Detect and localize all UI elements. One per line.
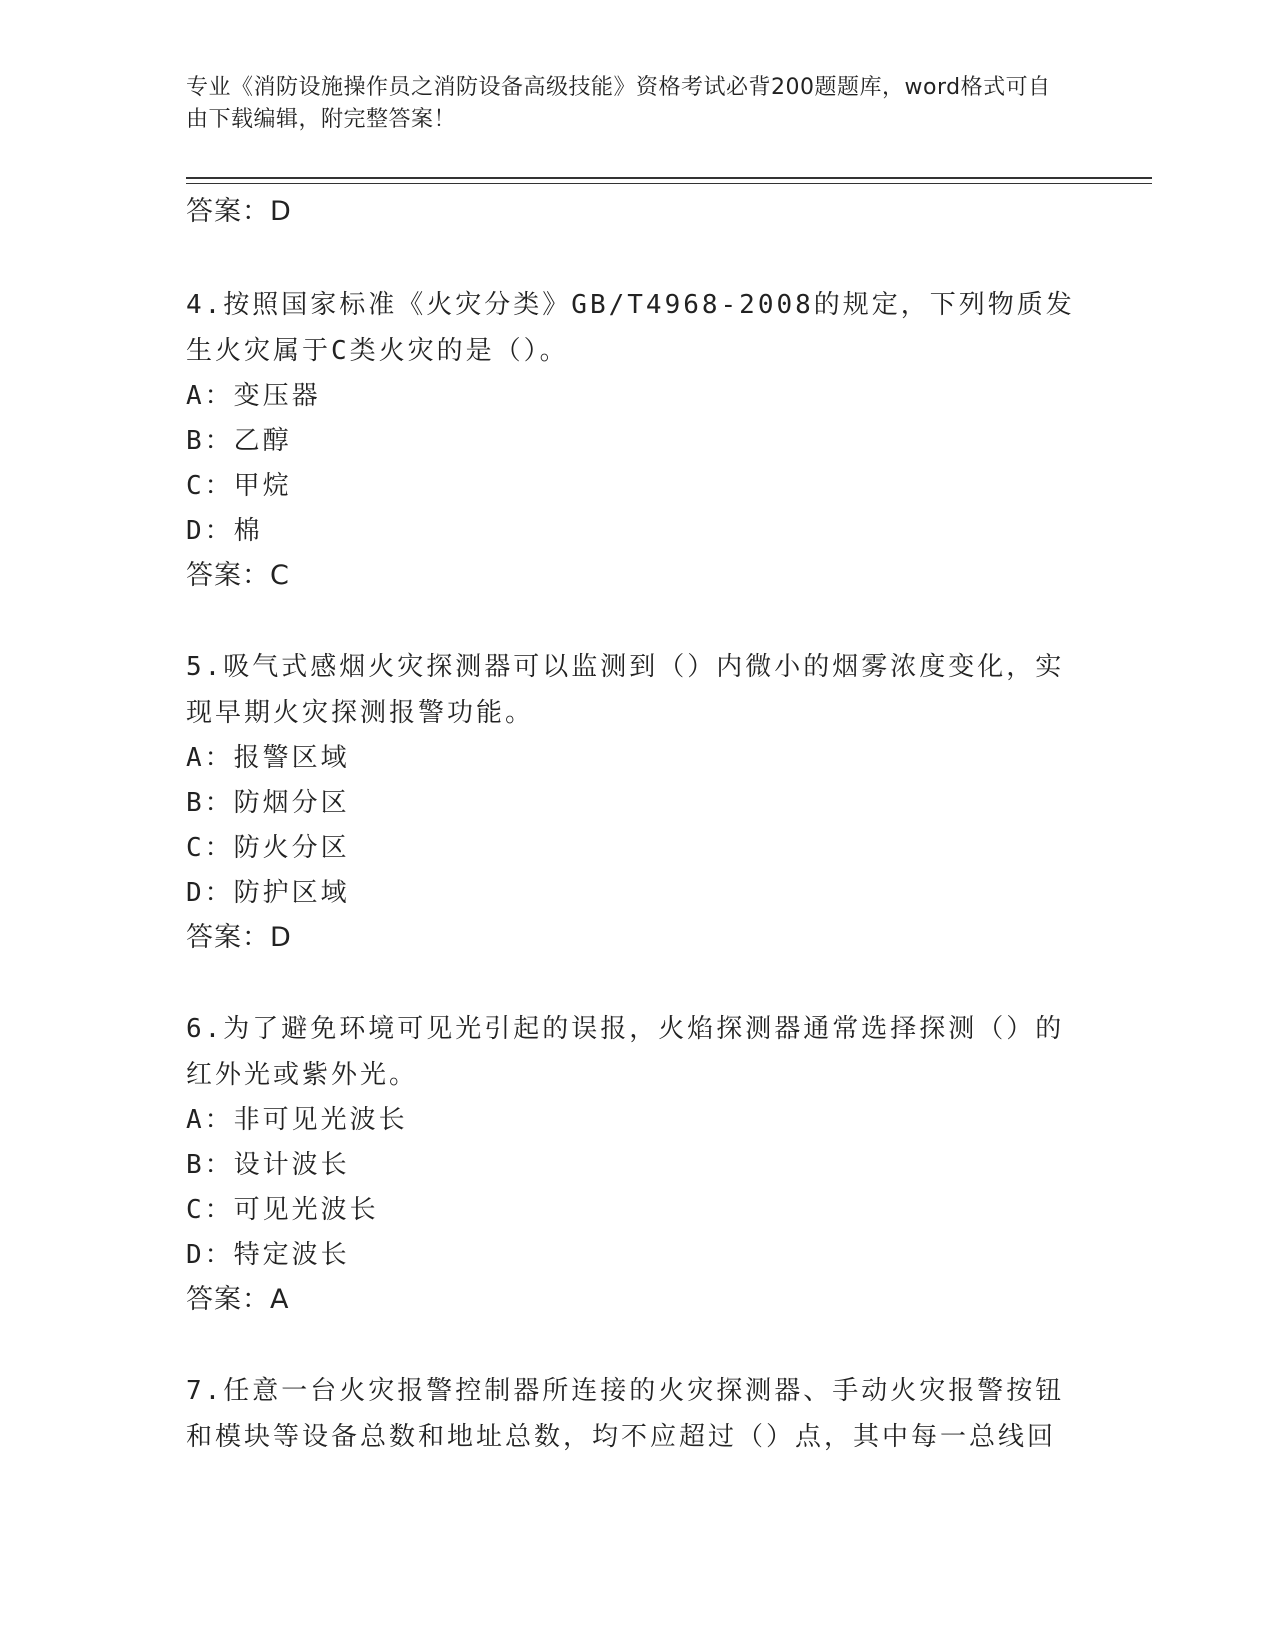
option-b: B：设计波长 (186, 1150, 350, 1180)
answer-line: 答案：D (186, 196, 292, 227)
question-7 (186, 1368, 1086, 1460)
option-d: D：防护区域 (186, 878, 350, 908)
answer-line: 答案：A (186, 1284, 290, 1315)
question-stem: 6.为了避免环境可见光引起的误报，火焰探测器通常选择探测（）的红外光或紫外光。 (186, 1014, 1065, 1090)
question-stem: 4.按照国家标准《火灾分类》GB/T4968-2008的规定，下列物质发生火灾属于C类火灾的是（）。 (186, 290, 1075, 366)
question-6 (186, 1006, 1086, 1322)
document-header: 专业《消防设施操作员之消防设备高级技能》资格考试必背200题题库，word格式可自由下载编辑，附完整答案！ (186, 75, 1051, 132)
option-d: D：棉 (186, 516, 263, 546)
header-divider-thick (186, 177, 1152, 179)
question-5 (186, 644, 1086, 960)
question-stem: 7.任意一台火灾报警控制器所连接的火灾探测器、手动火灾报警按钮和模块等设备总数和地址总数，均不应超过（）点，其中每一总线回 (186, 1376, 1065, 1452)
question-stem: 5.吸气式感烟火灾探测器可以监测到（）内微小的烟雾浓度变化，实现早期火灾探测报警功能。 (186, 652, 1065, 728)
question-list (186, 190, 1086, 1460)
option-c: C：甲烷 (186, 471, 292, 501)
option-c: C：防火分区 (186, 833, 350, 863)
option-a: A：报警区域 (186, 743, 350, 773)
header-divider-thin (186, 183, 1152, 184)
option-a: A：变压器 (186, 381, 321, 411)
option-a: A：非可见光波长 (186, 1105, 408, 1135)
answer-line: 答案：C (186, 560, 290, 591)
option-b: B：乙醇 (186, 426, 292, 456)
question-4 (186, 282, 1086, 598)
option-c: C：可见光波长 (186, 1195, 379, 1225)
option-b: B：防烟分区 (186, 788, 350, 818)
answer-line: 答案：D (186, 922, 292, 953)
option-d: D：特定波长 (186, 1240, 350, 1270)
